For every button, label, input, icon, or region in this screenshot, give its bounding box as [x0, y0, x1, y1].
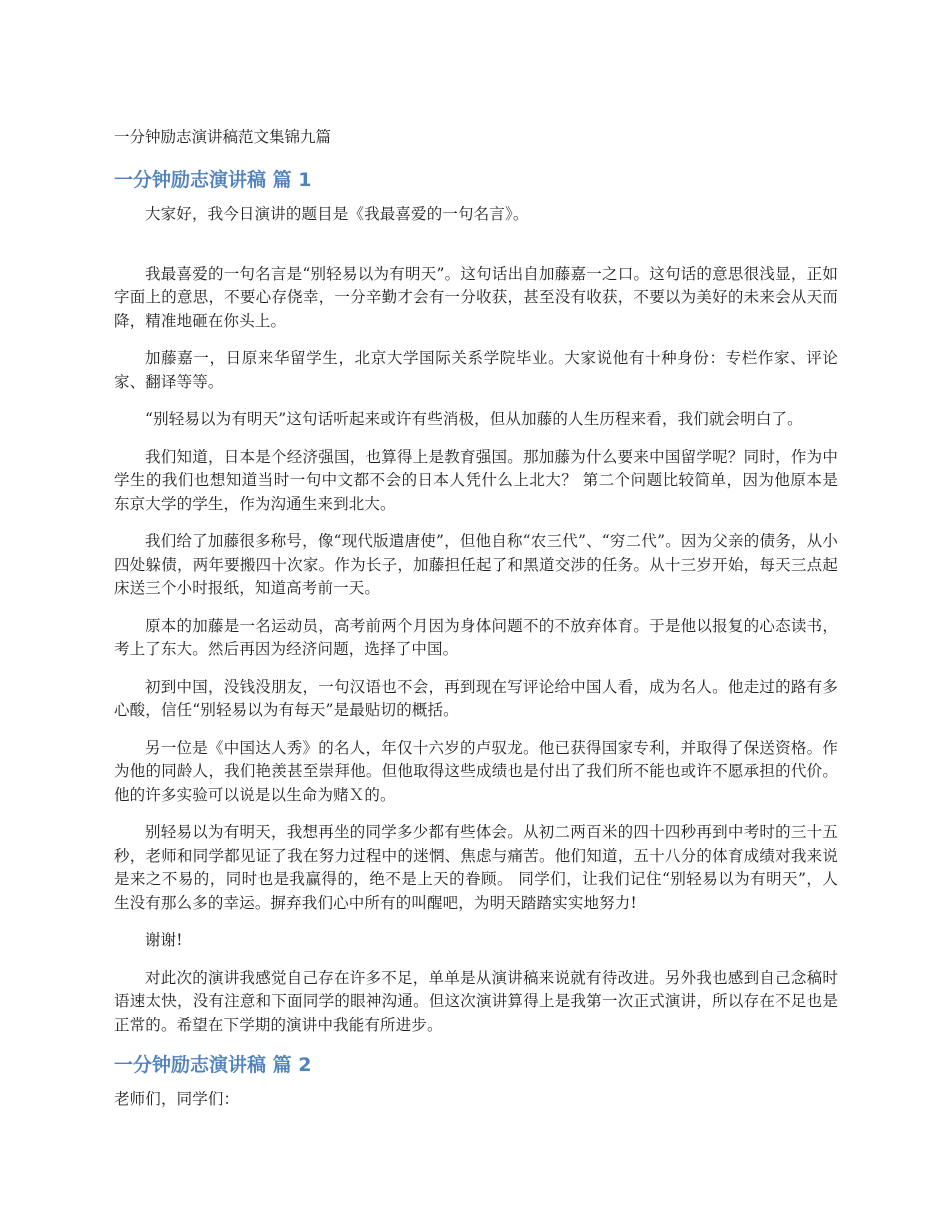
paragraph: 另一位是《中国达人秀》的名人，年仅十六岁的卢驭龙。他已获得国家专利，并取得了保送资格。作为他的同龄人，我们艳羡甚至崇拜他。但他取得这些成绩也是付出了我们所不能也或许不愿承担的代价。他的许多实验可以说是以生命为赌Ｘ的。 [114, 738, 838, 804]
paragraph: 老师们，同学们： [114, 1090, 240, 1108]
paragraph: 别轻易以为有明天，我想再坐的同学多少都有些体会。从初二两百米的四十四秒再到中考时的三十五秒，老师和同学都见证了我在努力过程中的迷惘、焦虑与痛苦。他们知道，五十八分的体育成绩对我来说是来之不易的，同时也是我赢得的，绝不是上天的眷顾。 同学们，让我们记住“别轻易以为有明天”，人生没有那么多的幸运。摒弃我们心中所有的叫醒吧，为明天踏踏实实地努力! [114, 823, 838, 912]
paragraph: 初到中国，没钱没朋友，一句汉语也不会，再到现在写评论给中国人看，成为名人。他走过的路有多心酸，信任“别轻易以为有每天”是最贴切的概括。 [114, 677, 838, 719]
paragraph: 我们知道，日本是个经济强国，也算得上是教育强国。那加藤为什么要来中国留学呢？同时，作为中学生的我们也想知道当时一句中文都不会的日本人凭什么上北大？ 第二个问题比较简单，因为他原本是东京大学的学生，作为沟通生来到北大。 [114, 447, 838, 513]
paragraph: 大家好，我今日演讲的题目是《我最喜爱的一句名言》。 [145, 205, 529, 223]
paragraph: 对此次的演讲我感觉自己存在许多不足，单单是从演讲稿来说就有待改进。另外我也感到自己念稿时语速太快，没有注意和下面同学的眼神沟通。但这次演讲算得上是我第一次正式演讲，所以存在不足也是正常的。希望在下学期的演讲中我能有所进步。 [114, 968, 838, 1034]
paragraph: 我最喜爱的一句名言是“别轻易以为有明天”。这句话出自加藤嘉一之口。这句话的意思很浅显，正如字面上的意思，不要心存侥幸，一分辛勤才会有一分收获，甚至没有收获，不要以为美好的未来会从天而降，精准地砸在你头上。 [114, 264, 838, 330]
paragraph: “别轻易以为有明天”这句话听起来或许有些消极，但从加藤的人生历程来看，我们就会明白了。 [145, 410, 803, 428]
document-title: 一分钟励志演讲稿范文集锦九篇 [114, 128, 332, 146]
paragraph: 原本的加藤是一名运动员，高考前两个月因为身体问题不的不放弃体育。于是他以报复的心态读书，考上了东大。然后再因为经济问题，选择了中国。 [114, 616, 838, 658]
paragraph: 我们给了加藤很多称号，像“现代版遣唐使”，但他自称“农三代”、“穷二代”。因为父亲的债务，从小四处躲债，两年要搬四十次家。作为长子，加藤担任起了和黑道交涉的任务。从十三岁开始，每天三点起床送三个小时报纸，知道高考前一天。 [114, 532, 838, 597]
section-heading-1: 一分钟励志演讲稿 篇 1 [114, 169, 312, 191]
document-body [114, 125, 838, 1126]
paragraph: 谢谢! [145, 931, 183, 949]
paragraph: 加藤嘉一，日原来华留学生，北京大学国际关系学院毕业。大家说他有十种身份：专栏作家、评论家、翻译等等。 [114, 349, 838, 391]
section-heading-2: 一分钟励志演讲稿 篇 2 [114, 1054, 312, 1076]
